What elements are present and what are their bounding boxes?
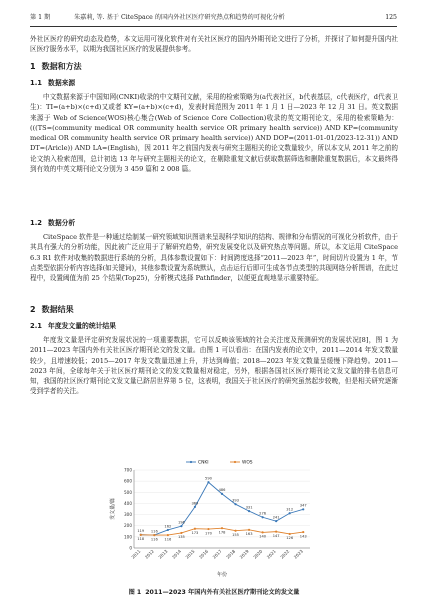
subsection-number: 1.2 <box>30 219 43 227</box>
annual-output-paragraph: 年度发文量是评定研究发展状况的一项重要数据，它可以反映该领域的社会关注度及预测研究的发展状况[8]，图 1 为 2011—2023 年国内外有关社区医疗期刊论文的发文量。由图 1 可以看出：在国内发表的论文中，2011—2014 年发文数量较少，且增速较低；2015—2017 年发文数量迅速上升，并达到峰值；2018—2023 年发文数量呈缓慢下降趋势。2011—2023 年间，全球每年关于社区医疗期刊论文的发文数量相对稳定，另外，根据各国社区医疗期刊论文发文量的排名信息可知，我国的社区医疗期刊论文发文量已跻居世界第 5 位，这表明，我国关于社区医疗的研究虽然起步较晚，但是相关研究逐渐受到学者的关注。 <box>30 336 398 396</box>
x-tick-label: 2018 <box>225 548 237 560</box>
figure-1 <box>108 456 320 580</box>
data-label: 118 <box>137 537 145 542</box>
subsection-heading-2-1 <box>30 322 116 331</box>
section-heading-2 <box>30 305 74 315</box>
data-point-wos <box>275 531 277 533</box>
data-point-cnki <box>275 520 277 522</box>
subsection-title: 数据来源 <box>48 79 76 87</box>
data-label: 147 <box>272 533 280 538</box>
data-label: 170 <box>205 531 212 536</box>
data-label: 162 <box>164 524 172 529</box>
data-label: 116 <box>150 537 158 542</box>
data-analysis-paragraph: CiteSpace 软件是一种通过绘制某一研究领域知识图谱来呈现科学知识的结构、规律和分布情况的可视化分析软件，由于其具有强大的分析功能，因此被广泛应用于了解研究趋势，研究发展变化以及研究热点等问题。所以，本文运用 CiteSpace 6.3 R1 软件对收集的数据进行系统的分析，具体参数设置如下：时间跨度选择“2011—2023 年”，时间切片设置为 1 年，节点类型依据分析内容选择(如关键词)，其他参数设置为系统默认，点击运行后即可生成各节点类型的共现网络分析图谱，在此过程中，设置阈值为前 25 个结果(Top25)，分析模式选择 Pathfinder，以便更直观地显示重要特征。 <box>30 233 398 283</box>
y-axis-label: 发文量/篇 <box>110 498 116 520</box>
data-point-cnki <box>180 525 182 527</box>
x-tick-label: 2017 <box>211 548 223 560</box>
figure-number: 图 1 <box>128 589 142 596</box>
data-point-wos <box>234 530 236 532</box>
data-label: 173 <box>191 530 199 535</box>
intro-paragraph: 外社区医疗的研究动态及趋势，本文运用可视化软件对有关社区医疗的国内外期刊论文进行了分析，并探讨了如何提升国内社区医疗服务水平，以期为我国社区医疗的发展提供参考。 <box>30 35 398 54</box>
data-point-cnki <box>302 508 304 510</box>
data-point-cnki <box>289 512 291 514</box>
data-point-cnki <box>248 510 250 512</box>
data-point-wos <box>167 534 169 536</box>
data-point-wos <box>262 531 264 533</box>
data-label: 116 <box>164 537 172 542</box>
y-tick-label: 700 <box>124 467 132 473</box>
x-tick-label: 2013 <box>157 548 169 560</box>
figure-caption <box>30 587 398 596</box>
y-tick-label: 300 <box>124 512 132 518</box>
data-point-wos <box>221 527 223 529</box>
data-label: 135 <box>177 535 185 540</box>
annual-publications-chart <box>108 456 320 580</box>
y-tick-label: 100 <box>124 534 132 540</box>
data-label: 178 <box>218 530 226 535</box>
x-tick-label: 2011 <box>130 548 142 560</box>
subsection-number: 1.1 <box>30 79 43 87</box>
data-label: 116 <box>150 529 158 534</box>
x-tick-label: 2019 <box>238 548 250 560</box>
legend-marker <box>234 461 236 463</box>
data-point-cnki <box>234 503 236 505</box>
section-number: 1 <box>30 62 36 71</box>
x-tick-label: 2015 <box>184 548 196 560</box>
y-tick-label: 200 <box>124 523 132 529</box>
data-point-wos <box>302 531 304 533</box>
data-label: 140 <box>259 534 267 539</box>
subsection-title: 数据分析 <box>48 219 76 227</box>
data-label: 312 <box>286 507 294 512</box>
data-label: 590 <box>205 476 212 481</box>
section-title: 数据结果 <box>41 305 74 314</box>
legend-label: WOS <box>242 460 253 466</box>
x-tick-label: 2020 <box>252 548 264 560</box>
subsection-heading-1-2 <box>30 219 75 228</box>
y-tick-label: 400 <box>124 500 132 506</box>
running-head <box>30 10 397 27</box>
legend-marker <box>190 461 192 463</box>
legend-label: CNKI <box>198 460 209 466</box>
data-label: 126 <box>286 536 294 541</box>
x-tick-label: 2014 <box>171 548 183 560</box>
y-tick-label: 500 <box>124 489 132 495</box>
data-source-paragraph: 中文数据来源于中国知网(CNKI)收录的中文期刊文献，采用的检索策略为(a代表社区，b代表基层，c代表医疗，d代表卫生)：TI=(a+b)×(c+d)又或者 KY=(a+b)×(c+d)，发表时间范围为 2011 年 1 月 1 日—2023 年 12 月 31 日。英文数据来源于 Web of Science(WOS)核心集合(Web of Science Core Collection)收录的英文期刊论文，采用的检索策略为：(((TS=(community medical OR community health service OR primary health service)) AND KP=(community medical OR community health service OR primary health service)) AND DOP=(2011-01-01/2023-12-31)) AND DT=(Aricle)) AND LA=(English)，因 2011 年之前国内发表与研究主题相关的论文数量较少，所以本文从 2011 年之前的论文纳入检索范围，总计初选 13 年与研究主题相关的论文，在剔除重复文献后获取数据筛选和删除重复数据后，本文最终得到有效的中英文期刊论文分别为 3 459 篇和 2 008 篇。 <box>30 93 398 174</box>
data-label: 347 <box>299 503 307 508</box>
data-label: 241 <box>272 515 280 520</box>
data-label: 155 <box>232 532 239 537</box>
data-label: 163 <box>245 532 253 537</box>
subsection-title: 年度发文量的统计结果 <box>48 322 117 330</box>
subsection-heading-1-1 <box>30 79 75 88</box>
data-label: 143 <box>299 534 307 539</box>
section-number: 2 <box>30 305 36 314</box>
x-tick-label: 2016 <box>198 548 210 560</box>
data-point-wos <box>153 534 155 536</box>
page-number: 125 <box>385 14 397 21</box>
x-tick-label: 2021 <box>265 548 277 560</box>
data-label: 393 <box>232 498 239 503</box>
subsection-number: 2.1 <box>30 322 43 330</box>
data-point-wos <box>194 528 196 530</box>
y-tick-label: 600 <box>124 478 132 484</box>
data-point-cnki <box>167 529 169 531</box>
data-point-wos <box>140 534 142 536</box>
y-tick-label: 0 <box>129 545 132 551</box>
data-label: 196 <box>177 520 185 525</box>
x-tick-label: 2023 <box>292 548 304 560</box>
data-point-wos <box>207 528 209 530</box>
data-label: 486 <box>218 488 226 493</box>
figure-caption-text: 2011—2023 年国内外有关社区医疗期刊论文的发文量 <box>145 589 300 596</box>
data-point-wos <box>248 529 250 531</box>
section-heading-1 <box>30 62 82 72</box>
x-tick-label: 2012 <box>143 548 156 560</box>
data-point-wos <box>289 533 291 535</box>
x-axis-label: 年份 <box>216 572 228 578</box>
data-label: 119 <box>137 529 145 534</box>
data-label: 276 <box>259 511 267 516</box>
data-point-wos <box>180 532 182 534</box>
data-point-cnki <box>194 506 196 508</box>
issue-label: 第 1 期 <box>30 14 51 21</box>
data-point-cnki <box>262 516 264 518</box>
x-tick-label: 2022 <box>279 548 291 560</box>
data-point-cnki <box>221 493 223 495</box>
data-label: 331 <box>245 505 253 510</box>
section-title: 数据和方法 <box>41 62 82 71</box>
data-label: 369 <box>191 501 199 506</box>
running-title: 朱嘉莉, 等. 基于 CiteSpace 的国内外社区医疗研究热点和趋势的可视化分析 <box>74 14 285 21</box>
data-point-cnki <box>207 481 209 483</box>
